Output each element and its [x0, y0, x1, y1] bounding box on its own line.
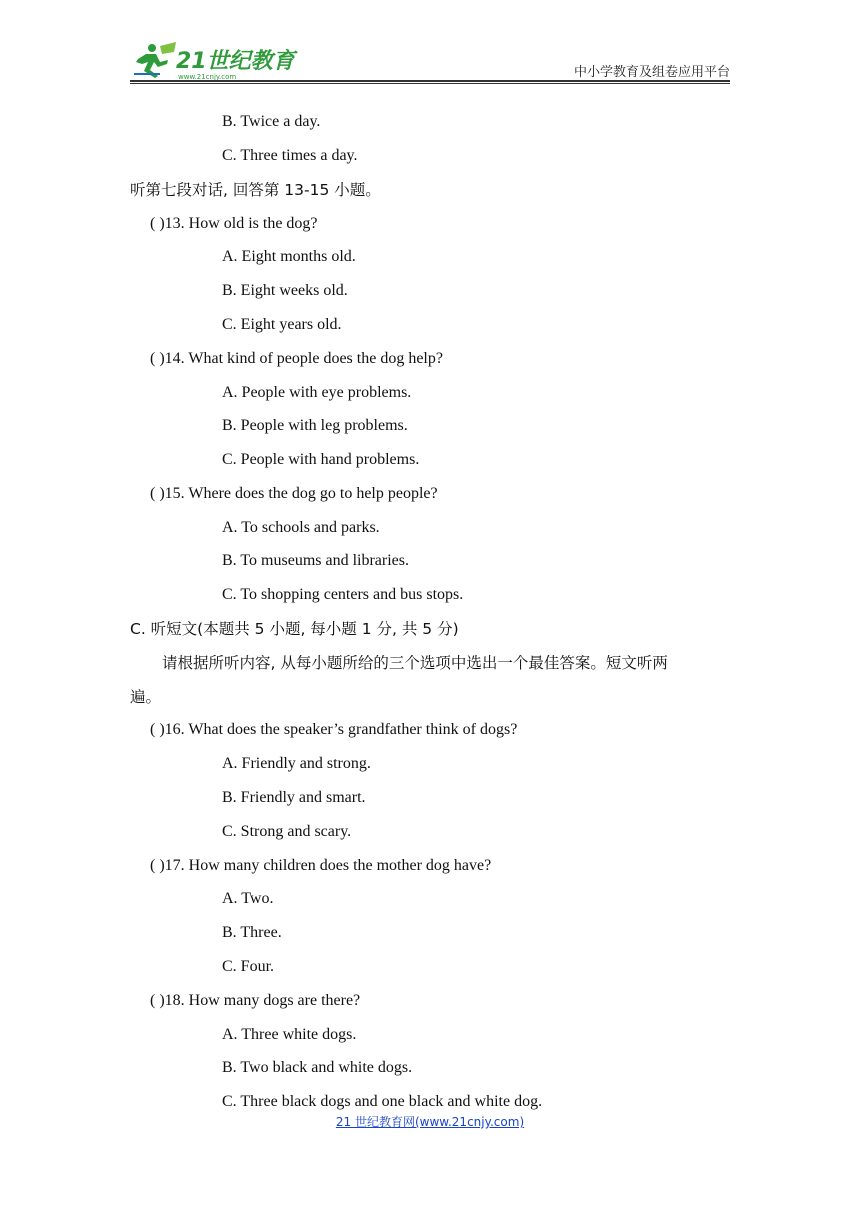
- option-line: B. Friendly and smart.: [222, 789, 366, 806]
- question-line: ( )17. How many children does the mother dog have?: [150, 857, 492, 874]
- option-line: A. People with eye problems.: [222, 384, 412, 401]
- option-line: C. Eight years old.: [222, 316, 342, 333]
- option-line: B. Three.: [222, 924, 282, 941]
- question-line: ( )15. Where does the dog go to help people?: [150, 485, 438, 502]
- header-rule: [130, 80, 730, 82]
- section-instruction-cont: 遍。: [130, 688, 162, 706]
- question-line: ( )16. What does the speaker’s grandfather think of dogs?: [150, 721, 518, 738]
- option-line: A. Friendly and strong.: [222, 755, 371, 772]
- logo: [130, 40, 300, 80]
- logo-sub: www.21cnjy.com: [178, 73, 237, 80]
- footer-link[interactable]: 21 世纪教育网(www.21cnjy.com): [335, 1115, 525, 1129]
- question-line: ( )18. How many dogs are there?: [150, 992, 361, 1009]
- option-line: B. People with leg problems.: [222, 417, 408, 434]
- question-line: ( )14. What kind of people does the dog help?: [150, 350, 443, 367]
- section-heading: C. 听短文(本题共 5 小题, 每小题 1 分, 共 5 分): [130, 620, 459, 638]
- option-line: A. Eight months old.: [222, 248, 356, 265]
- option-line: B. To museums and libraries.: [222, 552, 410, 569]
- option-line: C. Three times a day.: [222, 147, 358, 164]
- header-rule-thin: [130, 83, 730, 84]
- logo-text: 21世纪教育: [176, 49, 295, 74]
- page-header: [130, 38, 730, 82]
- option-line: C. Four.: [222, 958, 275, 975]
- option-line: B. Eight weeks old.: [222, 282, 348, 299]
- option-line: A. Three white dogs.: [222, 1026, 357, 1043]
- option-line: C. People with hand problems.: [222, 451, 420, 468]
- option-line: B. Two black and white dogs.: [222, 1059, 413, 1076]
- section-instruction: 请根据所听内容, 从每小题所给的三个选项中选出一个最佳答案。短文听两: [162, 654, 668, 672]
- option-line: A. Two.: [222, 890, 274, 907]
- section-instruction: 听第七段对话, 回答第 13-15 小题。: [130, 181, 381, 199]
- question-line: ( )13. How old is the dog?: [150, 215, 318, 232]
- option-line: B. Twice a day.: [222, 113, 321, 130]
- option-line: C. Three black dogs and one black and white dog.: [222, 1093, 543, 1110]
- option-line: C. Strong and scary.: [222, 823, 352, 840]
- option-line: A. To schools and parks.: [222, 519, 380, 536]
- platform-name: 中小学教育及组卷应用平台: [573, 65, 730, 80]
- option-line: C. To shopping centers and bus stops.: [222, 586, 464, 603]
